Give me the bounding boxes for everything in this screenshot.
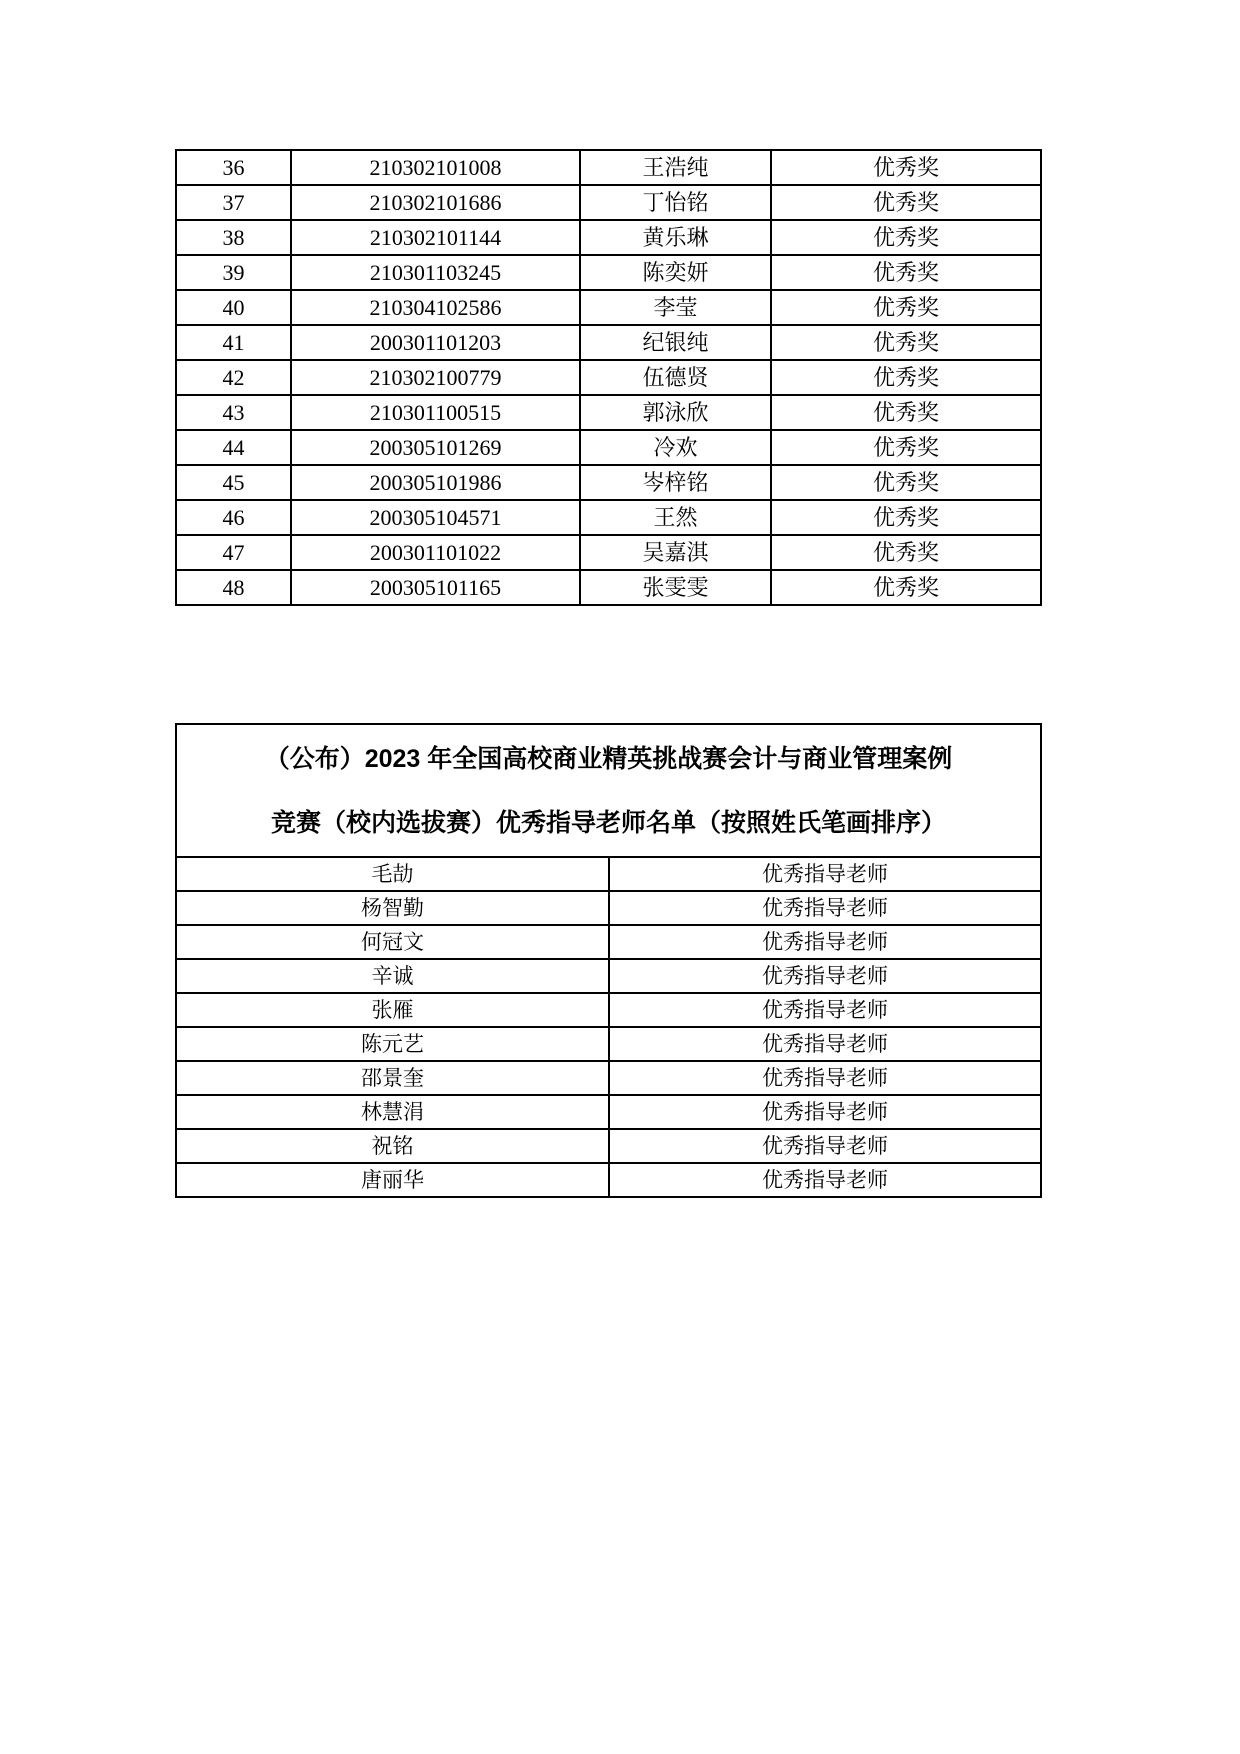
table-cell-name: 王然 [580, 500, 771, 535]
table-cell-name: 何冠文 [176, 925, 609, 959]
table-row [176, 570, 1041, 605]
table-cell-student_id: 210302101008 [291, 150, 580, 185]
table-cell-award: 优秀指导老师 [609, 857, 1041, 891]
table-cell-student_id: 200305101986 [291, 465, 580, 500]
table-cell-name: 王浩纯 [580, 150, 771, 185]
table-cell-award: 优秀指导老师 [609, 1027, 1041, 1061]
table-cell-student_id: 200305101269 [291, 430, 580, 465]
table-row [176, 290, 1041, 325]
table-row [176, 959, 1041, 993]
table-cell-award: 优秀奖 [771, 430, 1041, 465]
table-cell-name: 林慧涓 [176, 1095, 609, 1129]
table-cell-name: 邵景奎 [176, 1061, 609, 1095]
table-cell-award: 优秀奖 [771, 185, 1041, 220]
table-row [176, 185, 1041, 220]
table-cell-no: 44 [176, 430, 291, 465]
table-row [176, 1027, 1041, 1061]
table-row [176, 325, 1041, 360]
table-cell-award: 优秀奖 [771, 465, 1041, 500]
award-table [175, 149, 1042, 606]
table-cell-award: 优秀奖 [771, 395, 1041, 430]
table-cell-award: 优秀奖 [771, 290, 1041, 325]
table-cell-name: 陈奕妍 [580, 255, 771, 290]
table-cell-name: 张雯雯 [580, 570, 771, 605]
table-cell-name: 黄乐琳 [580, 220, 771, 255]
table-cell-student_id: 200305104571 [291, 500, 580, 535]
table-row [176, 891, 1041, 925]
table-cell-name: 丁怡铭 [580, 185, 771, 220]
table-row [176, 360, 1041, 395]
table-cell-name: 张雁 [176, 993, 609, 1027]
table-row [176, 500, 1041, 535]
table-cell-award: 优秀指导老师 [609, 891, 1041, 925]
table-cell-award: 优秀指导老师 [609, 993, 1041, 1027]
teacher-table [175, 723, 1042, 1198]
table-cell-name: 冷欢 [580, 430, 771, 465]
table-cell-student_id: 210301100515 [291, 395, 580, 430]
table-cell-student_id: 210302101686 [291, 185, 580, 220]
table-cell-no: 46 [176, 500, 291, 535]
award-table-body [176, 150, 1041, 605]
teacher-table-title-line1: （公布）2023 年全国高校商业精英挑战赛会计与商业管理案例 [264, 744, 953, 773]
table-row [176, 993, 1041, 1027]
table-row [176, 1061, 1041, 1095]
table-cell-name: 陈元艺 [176, 1027, 609, 1061]
table-cell-no: 48 [176, 570, 291, 605]
table-cell-student_id: 200301101203 [291, 325, 580, 360]
table-cell-award: 优秀指导老师 [609, 959, 1041, 993]
table-cell-name: 杨智勤 [176, 891, 609, 925]
table-cell-name: 郭泳欣 [580, 395, 771, 430]
table-cell-name: 唐丽华 [176, 1163, 609, 1197]
table-cell-no: 40 [176, 290, 291, 325]
table-row [176, 255, 1041, 290]
table-row [176, 1129, 1041, 1163]
table-row [176, 925, 1041, 959]
table-cell-name: 纪银纯 [580, 325, 771, 360]
table-row [176, 150, 1041, 185]
table-row [176, 395, 1041, 430]
table-row [176, 535, 1041, 570]
table-cell-name: 李莹 [580, 290, 771, 325]
table-row [176, 430, 1041, 465]
table-cell-award: 优秀奖 [771, 535, 1041, 570]
table-row [176, 1095, 1041, 1129]
table-cell-award: 优秀指导老师 [609, 1129, 1041, 1163]
table-cell-award: 优秀指导老师 [609, 925, 1041, 959]
teacher-table-body [176, 857, 1041, 1197]
table-cell-student_id: 210304102586 [291, 290, 580, 325]
table-cell-award: 优秀奖 [771, 570, 1041, 605]
table-cell-award: 优秀指导老师 [609, 1061, 1041, 1095]
table-cell-student_id: 210302100779 [291, 360, 580, 395]
table-row [176, 465, 1041, 500]
table-cell-name: 辛诚 [176, 959, 609, 993]
table-cell-no: 45 [176, 465, 291, 500]
table-cell-name: 祝铭 [176, 1129, 609, 1163]
table-cell-award: 优秀奖 [771, 500, 1041, 535]
table-cell-award: 优秀指导老师 [609, 1163, 1041, 1197]
teacher-table-title-row [176, 724, 1041, 857]
table-cell-name: 毛劼 [176, 857, 609, 891]
table-cell-name: 岑梓铭 [580, 465, 771, 500]
table-cell-no: 43 [176, 395, 291, 430]
table-cell-award: 优秀指导老师 [609, 1095, 1041, 1129]
table-cell-no: 38 [176, 220, 291, 255]
table-row [176, 857, 1041, 891]
table-cell-no: 39 [176, 255, 291, 290]
table-cell-student_id: 200301101022 [291, 535, 580, 570]
table-row [176, 1163, 1041, 1197]
table-row [176, 220, 1041, 255]
table-cell-no: 41 [176, 325, 291, 360]
table-cell-name: 吴嘉淇 [580, 535, 771, 570]
table-cell-award: 优秀奖 [771, 360, 1041, 395]
table-cell-student_id: 210302101144 [291, 220, 580, 255]
table-cell-name: 伍德贤 [580, 360, 771, 395]
teacher-table-title [176, 724, 1041, 857]
teacher-table-title-line2: 竞赛（校内选拔赛）优秀指导老师名单（按照姓氏笔画排序） [271, 808, 947, 837]
table-cell-award: 优秀奖 [771, 255, 1041, 290]
table-cell-award: 优秀奖 [771, 325, 1041, 360]
table-cell-no: 42 [176, 360, 291, 395]
table-cell-award: 优秀奖 [771, 150, 1041, 185]
table-cell-no: 47 [176, 535, 291, 570]
table-cell-award: 优秀奖 [771, 220, 1041, 255]
table-cell-no: 36 [176, 150, 291, 185]
table-cell-student_id: 210301103245 [291, 255, 580, 290]
table-cell-no: 37 [176, 185, 291, 220]
table-cell-student_id: 200305101165 [291, 570, 580, 605]
